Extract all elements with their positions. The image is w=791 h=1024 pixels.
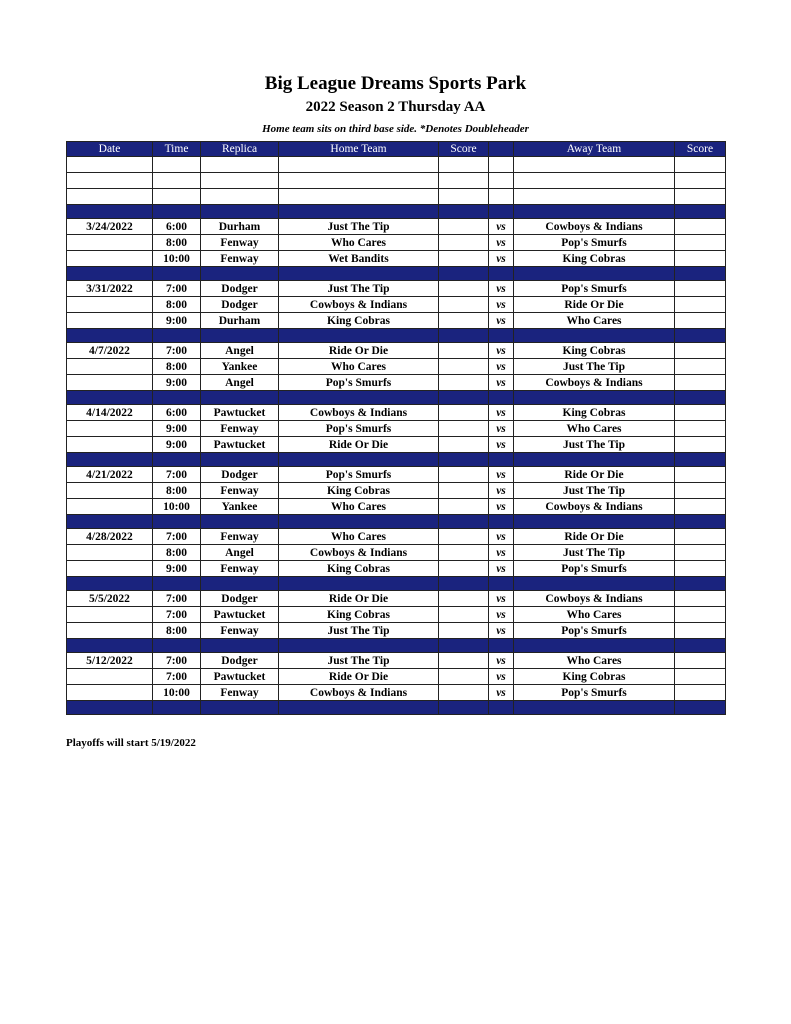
away-score (675, 607, 726, 623)
game-replica: Dodger (201, 591, 279, 607)
game-time: 7:00 (153, 467, 201, 483)
game-time: 7:00 (153, 343, 201, 359)
game-row (67, 421, 726, 437)
game-date (67, 483, 153, 499)
home-team: Cowboys & Indians (279, 685, 439, 701)
away-team: Cowboys & Indians (514, 591, 675, 607)
col-header-date: Date (67, 142, 153, 157)
home-score (439, 685, 489, 701)
home-score (439, 405, 489, 421)
vs-label: vs (489, 653, 514, 669)
vs-label: vs (489, 545, 514, 561)
game-time: 8:00 (153, 623, 201, 639)
home-score (439, 467, 489, 483)
away-score (675, 421, 726, 437)
week-separator-row (67, 267, 726, 281)
game-time: 8:00 (153, 359, 201, 375)
game-row (67, 561, 726, 577)
game-date (67, 499, 153, 515)
game-row (67, 219, 726, 235)
home-score (439, 669, 489, 685)
home-score (439, 219, 489, 235)
game-row (67, 669, 726, 685)
page-title: Big League Dreams Sports Park (264, 73, 527, 94)
vs-label: vs (489, 467, 514, 483)
game-date (67, 437, 153, 453)
vs-label: vs (489, 685, 514, 701)
home-team: Cowboys & Indians (279, 405, 439, 421)
away-team: Pop's Smurfs (514, 685, 675, 701)
home-score (439, 313, 489, 329)
away-team: Who Cares (514, 653, 675, 669)
week-separator-row (67, 515, 726, 529)
game-date: 4/7/2022 (67, 343, 153, 359)
game-time: 8:00 (153, 297, 201, 313)
week-separator-row (67, 391, 726, 405)
game-date: 4/28/2022 (67, 529, 153, 545)
page-subtitle: 2022 Season 2 Thursday AA (305, 99, 486, 115)
home-team: Just The Tip (279, 219, 439, 235)
away-score (675, 375, 726, 391)
game-row (67, 545, 726, 561)
game-replica: Dodger (201, 297, 279, 313)
home-score (439, 545, 489, 561)
away-score (675, 405, 726, 421)
home-team: Just The Tip (279, 653, 439, 669)
game-date (67, 297, 153, 313)
home-score (439, 235, 489, 251)
away-team: Cowboys & Indians (514, 375, 675, 391)
vs-label: vs (489, 281, 514, 297)
game-replica: Dodger (201, 467, 279, 483)
game-row (67, 653, 726, 669)
away-team: Just The Tip (514, 545, 675, 561)
away-team: King Cobras (514, 251, 675, 267)
away-score (675, 623, 726, 639)
away-team: King Cobras (514, 669, 675, 685)
vs-label: vs (489, 235, 514, 251)
vs-label: vs (489, 483, 514, 499)
game-row (67, 359, 726, 375)
vs-label: vs (489, 607, 514, 623)
away-team: Cowboys & Indians (514, 499, 675, 515)
away-team: Just The Tip (514, 359, 675, 375)
home-team: Ride Or Die (279, 591, 439, 607)
col-header-home-score: Score (439, 142, 489, 157)
home-team: Wet Bandits (279, 251, 439, 267)
game-time: 6:00 (153, 219, 201, 235)
game-time: 7:00 (153, 529, 201, 545)
home-team: King Cobras (279, 561, 439, 577)
home-team: Who Cares (279, 499, 439, 515)
away-score (675, 467, 726, 483)
col-header-home-team: Home Team (279, 142, 439, 157)
away-team: Who Cares (514, 313, 675, 329)
game-time: 10:00 (153, 685, 201, 701)
away-score (675, 359, 726, 375)
game-date (67, 669, 153, 685)
home-score (439, 251, 489, 267)
week-separator-row (67, 577, 726, 591)
game-row (67, 281, 726, 297)
game-replica: Dodger (201, 281, 279, 297)
vs-label: vs (489, 669, 514, 685)
vs-label: vs (489, 421, 514, 437)
away-team: Pop's Smurfs (514, 235, 675, 251)
home-team: Pop's Smurfs (279, 421, 439, 437)
game-date: 5/12/2022 (67, 653, 153, 669)
home-team: Just The Tip (279, 281, 439, 297)
home-score (439, 281, 489, 297)
game-row (67, 235, 726, 251)
week-separator-row (67, 453, 726, 467)
game-date: 4/14/2022 (67, 405, 153, 421)
home-team: Pop's Smurfs (279, 467, 439, 483)
home-score (439, 653, 489, 669)
game-row (67, 591, 726, 607)
game-replica: Durham (201, 219, 279, 235)
home-score (439, 529, 489, 545)
away-score (675, 591, 726, 607)
game-time: 6:00 (153, 405, 201, 421)
col-header-vs (489, 142, 514, 157)
game-row (67, 297, 726, 313)
away-team: King Cobras (514, 405, 675, 421)
game-replica: Angel (201, 375, 279, 391)
away-score (675, 499, 726, 515)
vs-label: vs (489, 297, 514, 313)
home-team: Pop's Smurfs (279, 375, 439, 391)
away-score (675, 251, 726, 267)
game-replica: Fenway (201, 529, 279, 545)
col-header-away-team: Away Team (514, 142, 675, 157)
col-header-away-score: Score (675, 142, 726, 157)
away-team: Ride Or Die (514, 467, 675, 483)
game-date (67, 607, 153, 623)
away-score (675, 561, 726, 577)
home-score (439, 561, 489, 577)
home-team: Who Cares (279, 529, 439, 545)
game-date (67, 235, 153, 251)
vs-label: vs (489, 313, 514, 329)
game-date (67, 313, 153, 329)
game-date (67, 545, 153, 561)
game-replica: Durham (201, 313, 279, 329)
game-row (67, 375, 726, 391)
schedule-table (66, 141, 726, 715)
schedule-note: Home team sits on third base side. *Denotes Doubleheader (262, 123, 529, 135)
game-time: 8:00 (153, 545, 201, 561)
away-team: Just The Tip (514, 437, 675, 453)
game-replica: Angel (201, 545, 279, 561)
home-team: King Cobras (279, 607, 439, 623)
game-time: 7:00 (153, 669, 201, 685)
home-score (439, 623, 489, 639)
vs-label: vs (489, 437, 514, 453)
game-replica: Fenway (201, 561, 279, 577)
game-replica: Angel (201, 343, 279, 359)
away-score (675, 343, 726, 359)
game-date: 3/31/2022 (67, 281, 153, 297)
away-score (675, 483, 726, 499)
home-score (439, 343, 489, 359)
game-time: 9:00 (153, 375, 201, 391)
away-team: Who Cares (514, 607, 675, 623)
game-time: 7:00 (153, 653, 201, 669)
away-score (675, 219, 726, 235)
home-team: King Cobras (279, 313, 439, 329)
game-replica: Yankee (201, 499, 279, 515)
home-team: Who Cares (279, 359, 439, 375)
home-score (439, 359, 489, 375)
game-replica: Fenway (201, 251, 279, 267)
home-team: King Cobras (279, 483, 439, 499)
game-row (67, 685, 726, 701)
schedule-body (67, 157, 726, 715)
away-score (675, 281, 726, 297)
home-team: Ride Or Die (279, 343, 439, 359)
vs-label: vs (489, 219, 514, 235)
vs-label: vs (489, 529, 514, 545)
home-team: Cowboys & Indians (279, 297, 439, 313)
game-row (67, 499, 726, 515)
home-score (439, 375, 489, 391)
game-date (67, 561, 153, 577)
game-row (67, 405, 726, 421)
away-score (675, 235, 726, 251)
away-team: Just The Tip (514, 483, 675, 499)
away-score (675, 529, 726, 545)
home-score (439, 483, 489, 499)
blank-row (67, 157, 726, 173)
home-team: Ride Or Die (279, 669, 439, 685)
home-team: Cowboys & Indians (279, 545, 439, 561)
home-score (439, 297, 489, 313)
playoffs-note: Playoffs will start 5/19/2022 (66, 737, 196, 749)
away-team: Pop's Smurfs (514, 281, 675, 297)
away-score (675, 545, 726, 561)
away-score (675, 653, 726, 669)
blank-row (67, 173, 726, 189)
home-score (439, 437, 489, 453)
game-time: 9:00 (153, 561, 201, 577)
away-team: Ride Or Die (514, 529, 675, 545)
away-score (675, 297, 726, 313)
game-row (67, 623, 726, 639)
vs-label: vs (489, 405, 514, 421)
game-time: 8:00 (153, 235, 201, 251)
home-team: Ride Or Die (279, 437, 439, 453)
vs-label: vs (489, 359, 514, 375)
vs-label: vs (489, 591, 514, 607)
game-replica: Fenway (201, 623, 279, 639)
home-score (439, 499, 489, 515)
week-separator-row (67, 329, 726, 343)
game-time: 7:00 (153, 607, 201, 623)
home-score (439, 607, 489, 623)
vs-label: vs (489, 343, 514, 359)
game-row (67, 251, 726, 267)
game-row (67, 483, 726, 499)
game-time: 7:00 (153, 591, 201, 607)
game-replica: Fenway (201, 685, 279, 701)
game-time: 10:00 (153, 251, 201, 267)
away-team: Who Cares (514, 421, 675, 437)
game-date: 3/24/2022 (67, 219, 153, 235)
game-row (67, 607, 726, 623)
away-team: Ride Or Die (514, 297, 675, 313)
week-separator-row (67, 639, 726, 653)
vs-label: vs (489, 623, 514, 639)
vs-label: vs (489, 499, 514, 515)
game-replica: Fenway (201, 235, 279, 251)
away-score (675, 313, 726, 329)
away-score (675, 685, 726, 701)
home-score (439, 421, 489, 437)
game-replica: Fenway (201, 421, 279, 437)
vs-label: vs (489, 375, 514, 391)
home-score (439, 591, 489, 607)
game-time: 7:00 (153, 281, 201, 297)
game-row (67, 437, 726, 453)
game-date: 4/21/2022 (67, 467, 153, 483)
game-replica: Yankee (201, 359, 279, 375)
game-date (67, 623, 153, 639)
game-date (67, 375, 153, 391)
away-team: King Cobras (514, 343, 675, 359)
home-team: Who Cares (279, 235, 439, 251)
away-team: Pop's Smurfs (514, 561, 675, 577)
game-row (67, 343, 726, 359)
away-score (675, 669, 726, 685)
vs-label: vs (489, 561, 514, 577)
game-replica: Pawtucket (201, 437, 279, 453)
game-time: 8:00 (153, 483, 201, 499)
game-row (67, 529, 726, 545)
game-replica: Dodger (201, 653, 279, 669)
game-time: 9:00 (153, 421, 201, 437)
vs-label: vs (489, 251, 514, 267)
game-replica: Pawtucket (201, 607, 279, 623)
game-date: 5/5/2022 (67, 591, 153, 607)
game-date (67, 421, 153, 437)
game-time: 9:00 (153, 437, 201, 453)
game-row (67, 313, 726, 329)
game-replica: Fenway (201, 483, 279, 499)
game-date (67, 359, 153, 375)
week-separator-row (67, 701, 726, 715)
away-team: Pop's Smurfs (514, 623, 675, 639)
home-team: Just The Tip (279, 623, 439, 639)
table-header-row (67, 142, 726, 157)
col-header-time: Time (153, 142, 201, 157)
week-separator-row (67, 205, 726, 219)
game-time: 10:00 (153, 499, 201, 515)
game-date (67, 251, 153, 267)
game-time: 9:00 (153, 313, 201, 329)
game-replica: Pawtucket (201, 669, 279, 685)
col-header-replica: Replica (201, 142, 279, 157)
game-replica: Pawtucket (201, 405, 279, 421)
away-score (675, 437, 726, 453)
away-team: Cowboys & Indians (514, 219, 675, 235)
blank-row (67, 189, 726, 205)
game-date (67, 685, 153, 701)
game-row (67, 467, 726, 483)
